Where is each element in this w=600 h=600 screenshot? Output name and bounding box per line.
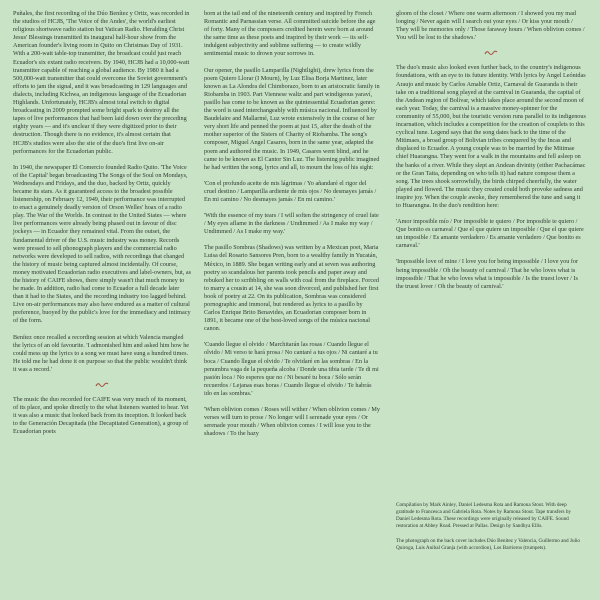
column-right <box>396 10 586 299</box>
paragraph: The pasillo Sombras (Shadows) was written by a Mexican poet, Maria Luisa del Rosario Sansores Pren, born to a wealthy family in Yucatán, México, in 1889. She began writing early and at seven was authoring poetry so scandalous her parents took pencils and paper away and rebuked her to scribbling on walls with coal from the fireplace. Forced to marry a cousin at 14, she was soon divorced, and published her first book of poetry at 22. On its publication, Sombras was considered pornographic and immoral, but rendered as lyrics to a pasillo by Carlos Enrique Brito Benavides, an Ecuadorian composer born in 1891, it became one of the best-loved songs of the música nacional canon. <box>204 244 379 333</box>
poem-english: 'Impossible love of mine / I love you for being impossible / I love you for being impossible / Oh the beauty of carnival / That he who loves what is impossible / That he who loves what is impossible / Is the truest lover / Is the truest lover / Oh the beauty of carnival.' <box>396 258 579 290</box>
paragraph: Our opener, the pasillo Lamparilla (Nightlight), drew lyrics from the poem Quiero Llorar (I Mourn), by Luz Elisa Borja Martinez, later known as La Alondra del Chimborazo, born to an aristocratic family in Riobamba in 1903. Part Viennese waltz and part windigeous yaraví, pasillo has come to be known as the quintessential Ecuadorian genre: the word is used interchangeably with música nacional. Influenced by Baudelaire and Mallarmé, Luz wrote extensively in the course of her very short life and penned the poem at just 15, after the death of the mother superior of the Sisters of Charity of Riobamba. The song's composer, Miguel Angel Casares, born in the same year, adapted the poem and authored the music. In 1949, Casares went blind, and he came to be known as El Cantor Sin Luz. The listening public imagined he had written the song, lyrics and all, to mourn the loss of his sight: <box>204 66 380 171</box>
credits <box>396 502 582 560</box>
squiggle-icon <box>484 50 498 56</box>
column-middle <box>204 10 380 446</box>
squiggle-icon <box>95 382 109 388</box>
poem-english: 'With the essence of my tears / I will soften the stringency of cruel fate / My eyes aflame in the darkness / Undimmed / As I make my way / Undimmed / As I make my way.' <box>204 212 379 236</box>
poem-spanish: 'Con el profundo aceite de mis lágrimas / Yo añandaré el rigor del cruel destino / Lamparilla ardiente de mis ojos / No desmayes jamás / En mi camino / No desmayes jamás / En mi camino.' <box>204 179 377 203</box>
poem-spanish: 'Cuando llegue el olvido / Marchitarán las rosas / Cuando llegue el olvido / Mi verso te hará prosa / No cantaré a tus ojos / Ni cantaré a tu boca / Cuando llegue el olvido / Te olvidaré en las sombras / En la penumbra vaga de la pequeña alcoba / Donde una tibia tarde / Te di mi pasión loca / No esperes que no / Ni besaré tu boca / Sólo serán recuerdos / Lejanas esas horas / Cuando llegue el olvido / Te habrás ido en las sombras.' <box>204 341 379 397</box>
credits-photograph: The photograph on the back cover includes Dúo Benítez y Valencia, Guillermo and Julio Quiroga, Luis Aníbal Granja (with accordion), Los Barrieros (trumpets). <box>396 538 581 551</box>
paragraph: born at the tail end of the nineteenth century and inspired by French Romantic and Parnassian verse. All committed suicide before the age of forty. Many of the composers credited herein were born at around the same time as these poets and inspired by their work — its self-indulgent subjectivity and sublime suffering — to create wildly sentimental music to drown your sorrows in. <box>204 10 376 58</box>
poem-spanish: 'Amor imposible mío / Por imposible te quiero / Por imposible te quiero / Que bonito es carnaval / Que el que quiere un imposible / Que el que quiere un imposible / Es amante verdadero / Es amante verdadero / Que bonito es carnaval.' <box>396 218 584 250</box>
column-left <box>13 10 191 445</box>
paragraph: In 1940, the newspaper El Comercio founded Radio Quito. 'The Voice of the Capital' began broadcasting The Songs of the Soul on Mondays, Wednesdays and Fridays, and the duo, backed by Ortiz, quickly became its stars. As it guaranteed access to the broadest possible listenership, on February 12, 1949, their performance was interrupted to enact a genuinely deadly version of Orson Welles' hoax of a radio play. The War of the Worlds. In contrast to the United States — where live performances were already being phased out in favour of disc jockeys — in Ecuador they remained vital. From the outset, the fundamental driver of the U.S. music industry was money. Records were pressed to sell phonograph players and the commercial radio networks were developed to sell radios, with recordings that changed the history of music being captured almost incidentally. Of course, money motivated Ecuadorian radio executives and label-owners, but, as the history of CAIFE shows, there simply wasn't that much money to be made. In addition, radio had come to Ecuador a full decade later than it had to the States, and the recording industry too lagged behind. Live on-air performances may also have endured as a matter of cultural preference, buoyed by the public's love for the immediacy and intimacy of the form. <box>13 163 192 325</box>
poem-english: 'When oblivion comes / Roses will wither / When oblivion comes / My verses will turn to prose / No longer will I serenade your eyes / Or serenade your mouth / When oblivion comes / I will lose you to the shadows / To the hazy <box>204 406 380 438</box>
credits-compilation: Compilation by Mark Ainley, Daniel Ledesma Rota and Ramona Stout. With deep gratitude to Francesca and Gabriela Rota. Notes by Ramona Stout. Tape transfers by Daniel Ledesma Rota. These recordings were originally released by CAIFE. Sound restoration at Abbey Road. Pressed at Pallas. Design by Sandhya Ellis. <box>396 502 572 529</box>
paragraph: Benítez once recalled a recording session at which Valencia mangled the lyrics of an old favourite. 'I admonished him and asked him how he could mess up the lyrics to a song we must have sung a hundred times. He told me he had done it on purpose so that the public wouldn't think it was a record.' <box>13 333 190 373</box>
paragraph: Puñales, the first recording of the Dúo Benítez y Ortiz, was recorded in the studios of HCJB, 'The Voice of the Andes', the world's earliest religious shortwave radio station but Vatican Radio. Heralding Christ Jesus' Blessings transmitted its inaugural half-hour show from the American founder's living room in Quito on Christmas Day of 1931. With a 200-watt table-top transmitter, the broadcast could just reach Ecuador's six extant radio receivers. By 1940, HCJB had a 10,000-watt transmitter capable of reaching a global audience. By 1980 it had a 500,000-watt transmitter that could overcome the Soviet government's efforts to jam the signal, and it was broadcasting in 129 languages and dialects, including Kichwa, an indigenous language of the Ecuadorian Highlands. Unfortunately, HCJB's almost total switch to digital broadcasting in 2009 prompted some bright spark to destroy all the tapes of live performances that had been laid down over the preceding eighty years — and it's unclear if they were digitized prior to their destruction. Though there is no evidence, it's almost certain that HCJB's studios were also the site of the duo's first live on-air performances for the Ecuadorian public. <box>13 10 190 155</box>
paragraph: The duo's music also looked even further back, to the country's indigenous foundations, with an eye to its future identity. With lyrics by Angel Leónidas Araujo and music by Carlos Amable Ortiz, Carnaval de Guaranda is their take on a traditional song played at the carnival in Guaranda, the capital of the Andean region of Bolívar, which takes place around the second moon of each year. Today, the carnival is a massive money-spinner for the community of 55,000, but the touristic version runs parallel to its indigenous incarnation, which includes a competition for the creation of couplets to this cyclical tune. Legend says that the song dates back to the time of the Mitimaes, a broad group of Bolivian tribes conquered by the Incas and displaced to Ecuador. A young couple was to be married by the Mitimae chief Huarangna. They went for a walk in the mountains and fell asleep on the banks of a river. While they slept an Andean divinity (either Pachacámac or the Gran Taita, depending on who tells it) had nature compose them a song. The trees shook sorrowfully, the birds chirped cheerfully, the water played and flowed. The music they created could both provoke sadness and inspire joy. When the couple awoke, they remembered the tune and sang it to Huarangna. In the duo's rendition here: <box>396 64 586 209</box>
paragraph: gloom of the closet / Where one warm afternoon / I showed you my mad longing / Never again will I search out your eyes / Or kiss your mouth / They will be memories only / Those faraway hours / When oblivion comes / You will be lost to the shadows.' <box>396 10 585 42</box>
paragraph: The music the duo recorded for CAIFE was very much of its moment, of its place, and spoke directly to the what listeners wanted to hear. Yet it was also a music that looked back from its inception. It looked back to the Generación Decapitada (the Decapitated Generation), a group of Ecuadorian poets <box>13 396 189 436</box>
